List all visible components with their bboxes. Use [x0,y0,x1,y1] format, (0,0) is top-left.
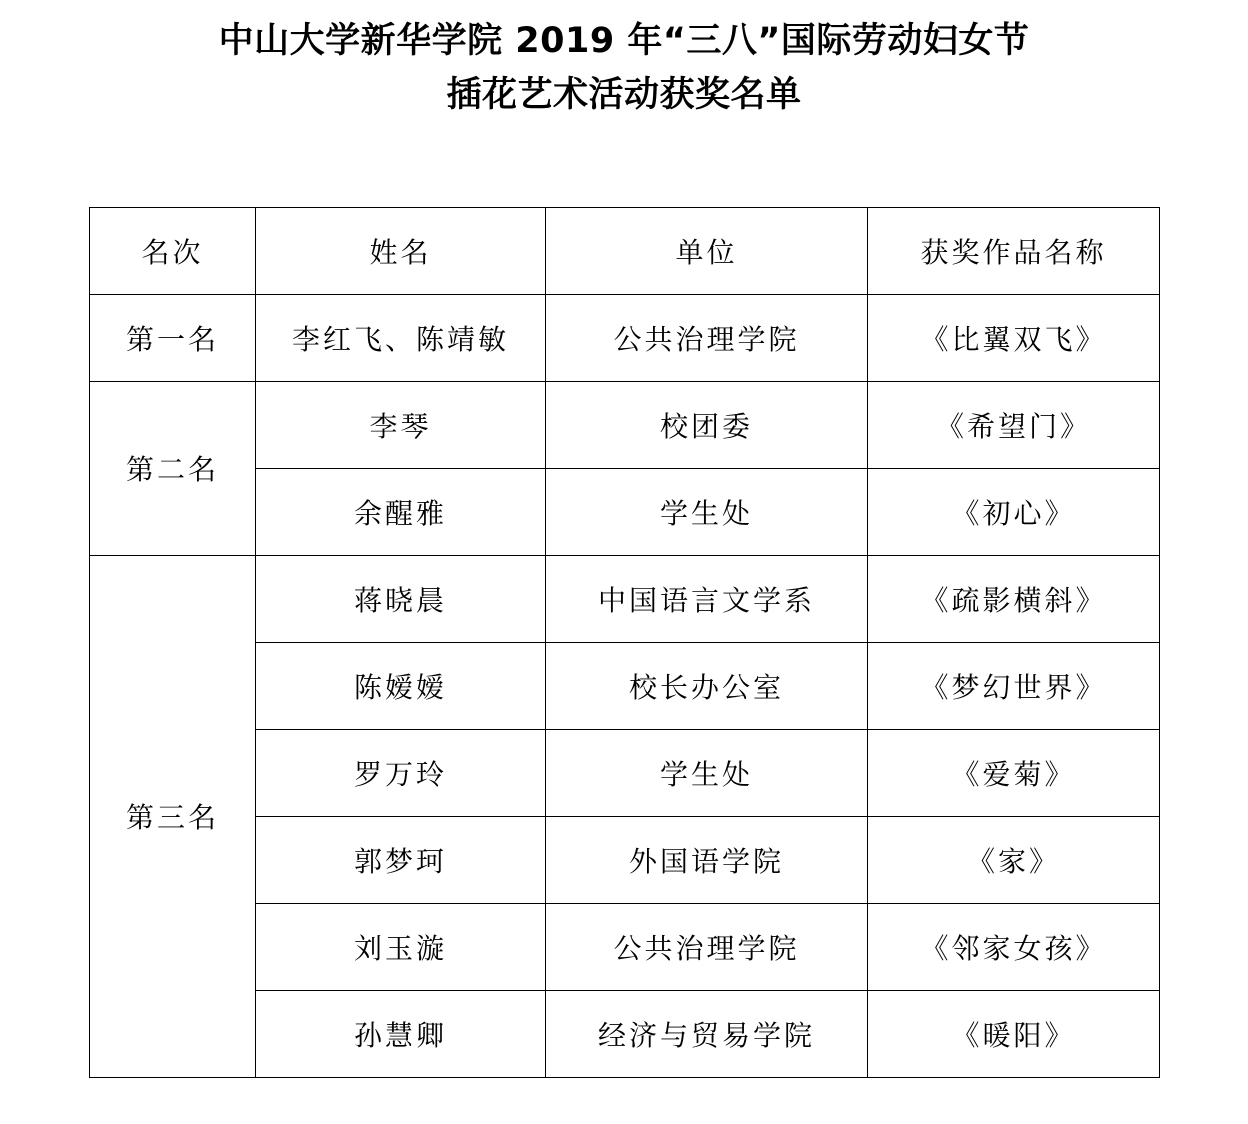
rank-cell-third: 第三名 [90,555,256,1077]
column-header-rank: 名次 [90,207,256,294]
unit-cell: 学生处 [546,468,868,555]
work-cell: 《梦幻世界》 [868,642,1160,729]
work-cell: 《比翼双飞》 [868,294,1160,381]
table-row [90,555,1160,642]
column-header-unit: 单位 [546,207,868,294]
award-table-container [89,123,1159,1078]
rank-cell-second: 第二名 [90,381,256,555]
page-title-line-2: 插花艺术活动获奖名单 [446,75,802,116]
unit-cell: 公共治理学院 [546,294,868,381]
award-table [89,207,1160,1078]
unit-cell: 校团委 [546,381,868,468]
name-cell: 陈嫒嫒 [256,642,546,729]
name-cell: 蒋晓晨 [256,555,546,642]
name-cell: 孙慧卿 [256,990,546,1077]
unit-cell: 中国语言文学系 [546,555,868,642]
name-cell: 刘玉漩 [256,903,546,990]
unit-cell: 公共治理学院 [546,903,868,990]
name-cell: 李琴 [256,381,546,468]
name-cell: 郭梦珂 [256,816,546,903]
work-cell: 《疏影横斜》 [868,555,1160,642]
work-cell: 《初心》 [868,468,1160,555]
work-cell: 《爱菊》 [868,729,1160,816]
work-cell: 《邻家女孩》 [868,903,1160,990]
page-title [0,0,1248,123]
table-row [90,294,1160,381]
unit-cell: 学生处 [546,729,868,816]
name-cell: 李红飞、陈靖敏 [256,294,546,381]
unit-cell: 校长办公室 [546,642,868,729]
work-cell: 《暖阳》 [868,990,1160,1077]
table-header-row [90,207,1160,294]
rank-cell-first: 第一名 [90,294,256,381]
column-header-name: 姓名 [256,207,546,294]
unit-cell: 经济与贸易学院 [546,990,868,1077]
name-cell: 余醒雅 [256,468,546,555]
column-header-work: 获奖作品名称 [868,207,1160,294]
work-cell: 《希望门》 [868,381,1160,468]
unit-cell: 外国语学院 [546,816,868,903]
page-title-line-1: 中山大学新华学院 2019 年“三八”国际劳动妇女节 [218,21,1030,61]
table-row [90,381,1160,468]
work-cell: 《家》 [868,816,1160,903]
name-cell: 罗万玲 [256,729,546,816]
